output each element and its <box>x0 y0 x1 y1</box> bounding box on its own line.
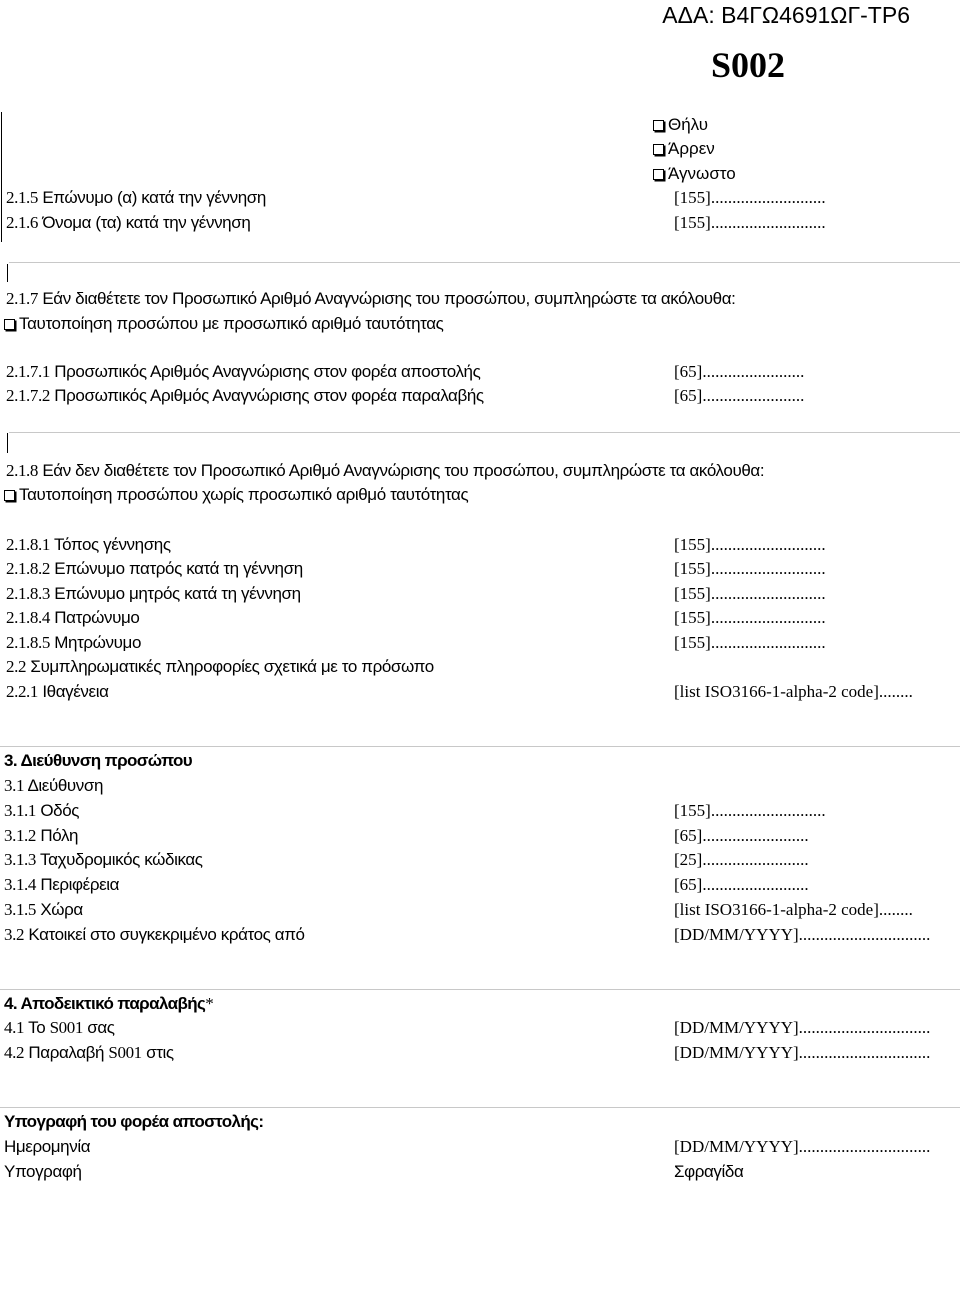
field-row <box>4 775 103 797</box>
field-row <box>6 212 250 234</box>
field-label: Πόλη <box>40 826 79 845</box>
field-row <box>6 534 171 556</box>
field-label: Επώνυμο μητρός κατά τη γέννηση <box>54 584 301 603</box>
field-number: 3.1.1 <box>4 801 37 820</box>
field-value[interactable]: [155]........................... <box>674 633 826 652</box>
divider <box>0 989 960 990</box>
stamp-label: Σφραγίδα <box>674 1162 744 1181</box>
field-label: Κατοικεί στο συγκεκριμένο κράτος από <box>28 925 305 944</box>
field-value[interactable]: [65]......................... <box>674 826 809 845</box>
field-value[interactable]: [155]........................... <box>674 584 826 603</box>
field-marker-line <box>7 264 8 282</box>
section-4-title-text: 4. Αποδεικτικό παραλαβής <box>4 994 206 1013</box>
gender-label: Άρρεν <box>668 139 715 158</box>
checkbox-icon[interactable] <box>4 319 15 330</box>
gender-label: Θήλυ <box>668 115 709 134</box>
field-value[interactable]: [155]........................... <box>674 608 826 627</box>
field-label: Προσωπικός Αριθμός Αναγνώρισης στον φορέα παραλαβής <box>54 386 484 405</box>
form-code: S002 <box>711 45 786 85</box>
gender-option-unknown[interactable] <box>653 163 736 185</box>
gender-label: Άγνωστο <box>668 164 736 183</box>
field-label: στις <box>141 1043 174 1062</box>
field-label: Μητρώνυμο <box>54 633 142 652</box>
field-value[interactable]: [65]......................... <box>674 875 809 894</box>
field-value[interactable]: [65]........................ <box>674 362 805 381</box>
field-label: Επώνυμο πατρός κατά τη γέννηση <box>54 559 303 578</box>
field-number: 2.1.5 <box>6 188 39 207</box>
field-row <box>6 361 480 383</box>
field-row <box>6 187 266 209</box>
field-number: 2.1.7.1 <box>6 362 50 381</box>
field-label: σας <box>82 1018 115 1037</box>
field-value[interactable]: [155]........................... <box>674 213 826 232</box>
divider <box>9 262 960 263</box>
field-row <box>4 825 78 847</box>
field-label: Πατρώνυμο <box>54 608 140 627</box>
field-number: 4.2 <box>4 1043 25 1062</box>
field-number: 3.1.2 <box>4 826 37 845</box>
field-row <box>6 656 434 678</box>
checkbox-icon[interactable] <box>653 169 664 180</box>
checkbox-label: Ταυτοποίηση προσώπου χωρίς προσωπικό αριθμό ταυτότητας <box>19 485 469 504</box>
field-label: Ιθαγένεια <box>42 682 109 701</box>
checkbox-icon[interactable] <box>4 490 15 501</box>
date-value[interactable]: [DD/MM/YYYY]............................... <box>674 1137 931 1156</box>
field-value[interactable]: [155]........................... <box>674 559 826 578</box>
field-label: Διεύθυνση <box>27 776 104 795</box>
asterisk: * <box>205 994 214 1013</box>
field-value[interactable]: [DD/MM/YYYY]............................... <box>674 925 931 944</box>
field-label: Τόπος γέννησης <box>53 535 171 554</box>
gender-option-male[interactable] <box>653 138 715 160</box>
signature-label: Υπογραφή <box>4 1162 82 1181</box>
field-number: 3.2 <box>4 925 25 944</box>
field-row <box>4 800 79 822</box>
field-number: 2.1.8.3 <box>6 584 50 603</box>
ada-code: ΑΔΑ: Β4ΓΩ4691ΩΓ-ΤΡ6 <box>662 2 910 28</box>
section-2-1-7-header <box>6 288 736 310</box>
field-value[interactable]: [155]........................... <box>674 801 826 820</box>
field-row <box>4 924 305 946</box>
field-row <box>6 558 303 580</box>
field-number: 2.1.8.4 <box>6 608 50 627</box>
field-row <box>4 899 83 921</box>
field-label: Οδός <box>40 801 80 820</box>
field-row <box>4 1042 174 1064</box>
field-number: 3.1.5 <box>4 900 37 919</box>
field-number: 2.1.8 <box>6 461 39 480</box>
field-marker-line <box>7 433 8 453</box>
section-4-title <box>4 993 213 1015</box>
divider <box>9 432 960 433</box>
field-value[interactable]: [list ISO3166-1-alpha-2 code]........ <box>674 682 913 701</box>
gender-option-female[interactable] <box>653 114 708 136</box>
field-label: Εάν διαθέτετε τον Προσωπικό Αριθμό Αναγνώρισης του προσώπου, συμπληρώστε τα ακόλουθα: <box>42 289 736 308</box>
section-2-1-8-header <box>6 460 764 482</box>
field-value[interactable]: [list ISO3166-1-alpha-2 code]........ <box>674 900 913 919</box>
field-row <box>6 583 301 605</box>
id-with-number-option[interactable] <box>4 313 443 335</box>
date-label: Ημερομηνία <box>4 1137 91 1156</box>
field-label: Εάν δεν διαθέτετε τον Προσωπικό Αριθμό Αναγνώρισης του προσώπου, συμπληρώστε τα ακόλουθα: <box>42 461 765 480</box>
field-number: 2.2 <box>6 657 27 676</box>
field-label: Προσωπικός Αριθμός Αναγνώρισης στον φορέα αποστολής <box>54 362 481 381</box>
field-row <box>4 849 203 871</box>
field-row <box>4 1017 115 1039</box>
field-row <box>6 385 484 407</box>
field-number: 2.1.7.2 <box>6 386 50 405</box>
field-number: 4.1 <box>4 1018 25 1037</box>
field-value[interactable]: [65]........................ <box>674 386 805 405</box>
field-row <box>6 632 141 654</box>
form-reference: S001 <box>108 1043 142 1062</box>
field-label: Επώνυμο (α) κατά την γέννηση <box>42 188 266 207</box>
field-label: Περιφέρεια <box>40 875 120 894</box>
checkbox-icon[interactable] <box>653 144 664 155</box>
field-row <box>6 607 140 629</box>
divider <box>0 746 960 747</box>
field-value[interactable]: [155]........................... <box>674 535 826 554</box>
field-row <box>6 681 109 703</box>
divider <box>0 1107 960 1108</box>
field-number: 2.2.1 <box>6 682 39 701</box>
section-3-title: 3. Διεύθυνση προσώπου <box>4 751 193 770</box>
field-number: 2.1.8.5 <box>6 633 50 652</box>
field-value[interactable]: [155]........................... <box>674 188 826 207</box>
field-value[interactable]: [DD/MM/YYYY]............................... <box>674 1043 931 1062</box>
field-number: 2.1.7 <box>6 289 39 308</box>
field-label: Ταχυδρομικός κώδικας <box>40 850 203 869</box>
signature-title: Υπογραφή του φορέα αποστολής: <box>4 1112 264 1131</box>
field-value[interactable]: [DD/MM/YYYY]............................... <box>674 1018 931 1037</box>
field-number: 2.1.8.2 <box>6 559 50 578</box>
field-number: 3.1.4 <box>4 875 37 894</box>
checkbox-icon[interactable] <box>653 120 664 131</box>
field-number: 3.1.3 <box>4 850 37 869</box>
field-label: Χώρα <box>40 900 83 919</box>
field-label: Συμπληρωματικές πληροφορίες σχετικά με το πρόσωπο <box>30 657 434 676</box>
field-number: 2.1.6 <box>6 213 39 232</box>
form-reference: S001 <box>49 1018 83 1037</box>
field-label: Το <box>28 1018 50 1037</box>
field-number: 3.1 <box>4 776 25 795</box>
checkbox-label: Ταυτοποίηση προσώπου με προσωπικό αριθμό ταυτότητας <box>19 314 444 333</box>
field-value[interactable]: [25]......................... <box>674 850 809 869</box>
field-label: Όνομα (τα) κατά την γέννηση <box>42 213 251 232</box>
field-row <box>4 874 119 896</box>
id-without-number-option[interactable] <box>4 484 468 506</box>
field-label: Παραλαβή <box>28 1043 109 1062</box>
left-margin-line <box>1 112 2 242</box>
field-number: 2.1.8.1 <box>6 535 50 554</box>
